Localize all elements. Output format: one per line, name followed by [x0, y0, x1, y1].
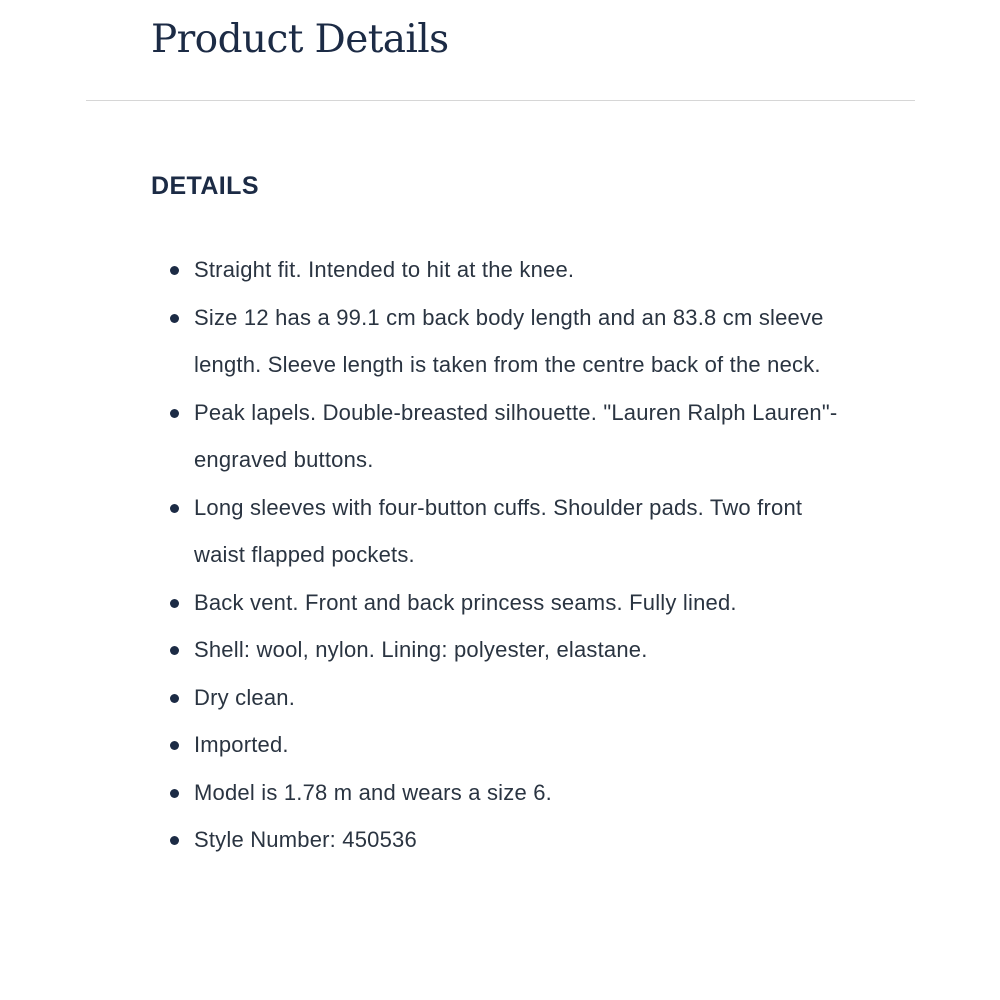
list-item — [165, 816, 855, 864]
details-list — [165, 246, 855, 864]
list-item — [165, 484, 855, 579]
list-item-text: Style Number: 450536 — [194, 827, 417, 852]
bullet-icon — [170, 694, 179, 703]
list-item — [165, 769, 855, 817]
bullet-icon — [170, 504, 179, 513]
bullet-icon — [170, 646, 179, 655]
list-item-text: Peak lapels. Double-breasted silhouette. "Lauren Ralph Lauren"-engraved buttons. — [194, 399, 838, 472]
bullet-icon — [170, 266, 179, 275]
list-item-text: Size 12 has a 99.1 cm back body length and an 83.8 cm sleeve length. Sleeve length is taken from the centre back of the neck. — [194, 304, 824, 377]
list-item — [165, 721, 855, 769]
bullet-icon — [170, 836, 179, 845]
bullet-icon — [170, 314, 179, 323]
list-item-text: Model is 1.78 m and wears a size 6. — [194, 779, 552, 805]
list-item-text: Straight fit. Intended to hit at the knee. — [194, 257, 575, 282]
list-item-text: Long sleeves with four-button cuffs. Shoulder pads. Two front waist flapped pockets. — [194, 494, 803, 567]
section-divider — [86, 100, 915, 101]
list-item-text: Back vent. Front and back princess seams. Fully lined. — [194, 589, 737, 615]
details-heading: DETAILS — [151, 172, 259, 200]
bullet-icon — [170, 599, 179, 608]
list-item — [165, 626, 855, 674]
page-title: Product Details — [151, 17, 449, 62]
bullet-icon — [170, 741, 179, 750]
list-item-text: Imported. — [194, 732, 289, 757]
list-item — [165, 579, 855, 627]
list-item-text: Dry clean. — [194, 684, 296, 710]
list-item — [165, 389, 855, 484]
list-item — [165, 674, 855, 722]
bullet-icon — [170, 789, 179, 798]
list-item-text: Shell: wool, nylon. Lining: polyester, elastane. — [194, 637, 648, 662]
bullet-icon — [170, 409, 179, 418]
list-item — [165, 294, 855, 389]
list-item — [165, 246, 855, 294]
